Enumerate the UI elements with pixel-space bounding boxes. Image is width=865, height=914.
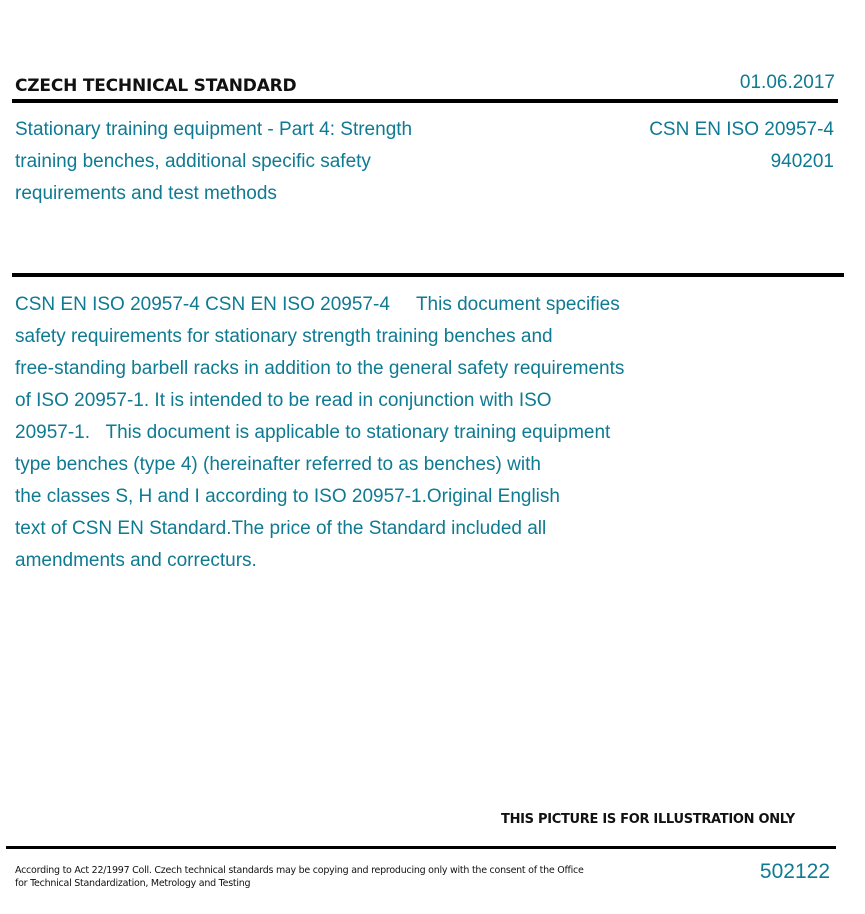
title-divider	[12, 273, 844, 277]
class-code: 940201	[770, 151, 834, 172]
description-line: safety requirements for stationary strength training benches and	[15, 326, 553, 347]
description	[15, 289, 735, 577]
description-line: CSN EN ISO 20957-4 CSN EN ISO 20957-4 This document specifies	[15, 294, 620, 315]
legal-note-line: According to Act 22/1997 Coll. Czech technical standards may be copying and reproducing only with the consent of the Office	[15, 865, 584, 876]
description-line: text of CSN EN Standard.The price of the Standard included all	[15, 518, 547, 539]
description-line: 20957-1. This document is applicable to stationary training equipment	[15, 422, 611, 443]
publication-date: 01.06.2017	[739, 72, 835, 93]
legal-note	[15, 864, 584, 890]
description-line: amendments and correcturs.	[15, 550, 257, 571]
header-label: CZECH TECHNICAL STANDARD	[15, 76, 297, 96]
standard-title-line: Stationary training equipment - Part 4: Strength	[15, 119, 413, 140]
description-line: free-standing barbell racks in addition to the general safety requirements	[15, 358, 625, 379]
description-line: type benches (type 4) (hereinafter referred to as benches) with	[15, 454, 541, 475]
standard-title-line: training benches, additional specific safety	[15, 151, 371, 172]
standard-codes	[649, 114, 834, 178]
standard-title	[15, 114, 485, 210]
standard-title-line: requirements and test methods	[15, 183, 277, 204]
footer-divider	[6, 846, 836, 849]
illustration-note: THIS PICTURE IS FOR ILLUSTRATION ONLY	[501, 812, 795, 827]
legal-note-line: for Technical Standardization, Metrology and Testing	[15, 878, 251, 889]
catalog-number: 502122	[759, 860, 830, 883]
description-line: of ISO 20957-1. It is intended to be read in conjunction with ISO	[15, 390, 552, 411]
description-line: the classes S, H and I according to ISO 20957-1.Original English	[15, 486, 560, 507]
standard-code: CSN EN ISO 20957-4	[649, 119, 834, 140]
header-divider	[12, 99, 838, 103]
